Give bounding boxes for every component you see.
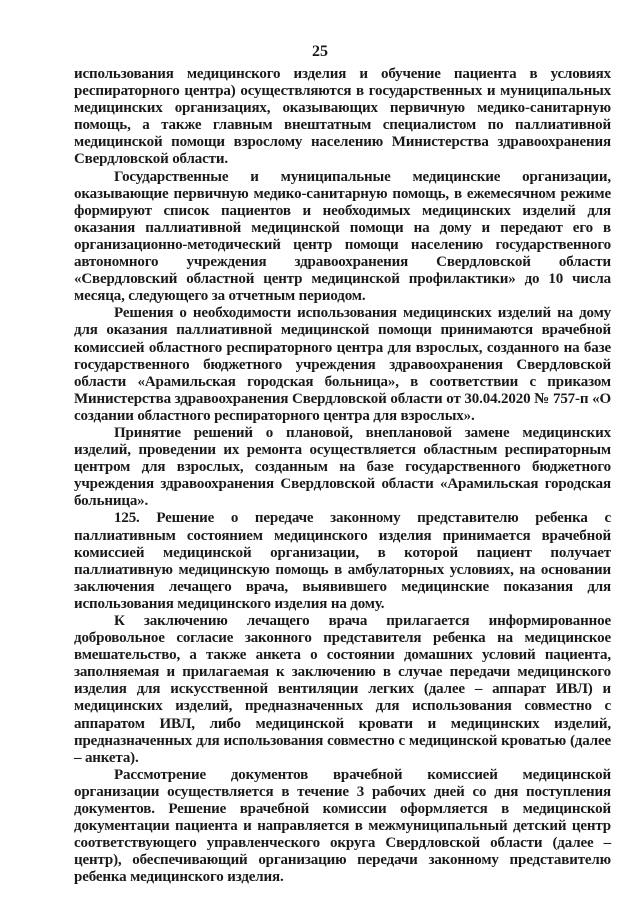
paragraph-patient-list: Государственные и муниципальные медицинские организации, оказывающие первичную медико-санитарную помощь, в ежемесячном режиме формируют список пациентов и необходимых медицинских изделий для оказания паллиативной медицинской помощи на дому и передают его в организационно-методический центр помощи населению государственного автономного учреждения здравоохранения Свердловской области «Свердловский областной центр медицинской профилактики» до 10 числа месяца, следующего за отчетным периодом. bbox=[74, 168, 611, 305]
paragraph-commission-decisions: Решения о необходимости использования медицинских изделий на дому для оказания паллиативной медицинской помощи принимаются врачебной комиссией областного респираторного центра для взрослых, созданного на базе государственного бюджетного учреждения здравоохранения Свердловской области «Арамильская городская больница», в соответствии с приказом Министерства здравоохранения Свердловской области от 30.04.2020 № 757-п «О создании областного респираторного центра для взрослых». bbox=[74, 305, 611, 424]
paragraph-clause-125: 125. Решение о передаче законному представителю ребенка с паллиативным состоянием медицинского изделия принимается врачебной комиссией медицинской организации, в которой пациент получает паллиативную медицинскую помощь в амбулаторных условиях, на основании заключения лечащего врача, выявившего медицинские показания для использования медицинского изделия на дому. bbox=[74, 510, 611, 612]
paragraph-consent-attachment: К заключению лечащего врача прилагается информированное добровольное согласие законного представителя ребенка на медицинское вмешательство, а также анкета о состоянии домашних условий пациента, заполняемая и прилагаемая к заключению в случае передачи медицинского изделия для искусственной вентиляции легких (далее – аппарат ИВЛ) и медицинских изделий, предназначенных для использования совместно с аппаратом ИВЛ, либо медицинской кровати и медицинских изделий, предназначенных для использования совместно с медицинской кроватью (далее – анкета). bbox=[74, 613, 611, 766]
page-number: 25 bbox=[312, 43, 328, 60]
paragraph-device-replacement: Принятие решений о плановой, внеплановой замене медицинских изделий, проведении их ремонта осуществляется областным респираторным центром для взрослых, созданным на базе государственного бюджетного учреждения здравоохранения Свердловской области «Арамильская городская больница». bbox=[74, 424, 611, 510]
document-body bbox=[74, 66, 611, 887]
paragraph-document-review: Рассмотрение документов врачебной комиссией медицинской организации осуществляется в течение 3 рабочих дней со дня поступления документов. Решение врачебной комиссии оформляется в медицинской документации пациента и направляется в межмуниципальный детский центр соответствующего управленческого округа Свердловской области (далее – центр), обеспечивающий организацию передачи законному представителю ребенка медицинского изделия. bbox=[74, 766, 611, 886]
paragraph-continuation: использования медицинского изделия и обучение пациента в условиях респираторного центра) осуществляются в государственных и муниципальных медицинских организациях, оказывающих первичную медико-санитарную помощь, а также главным внештатным специалистом по паллиативной медицинской помощи взрослому населению Министерства здравоохранения Свердловской области. bbox=[74, 66, 611, 168]
